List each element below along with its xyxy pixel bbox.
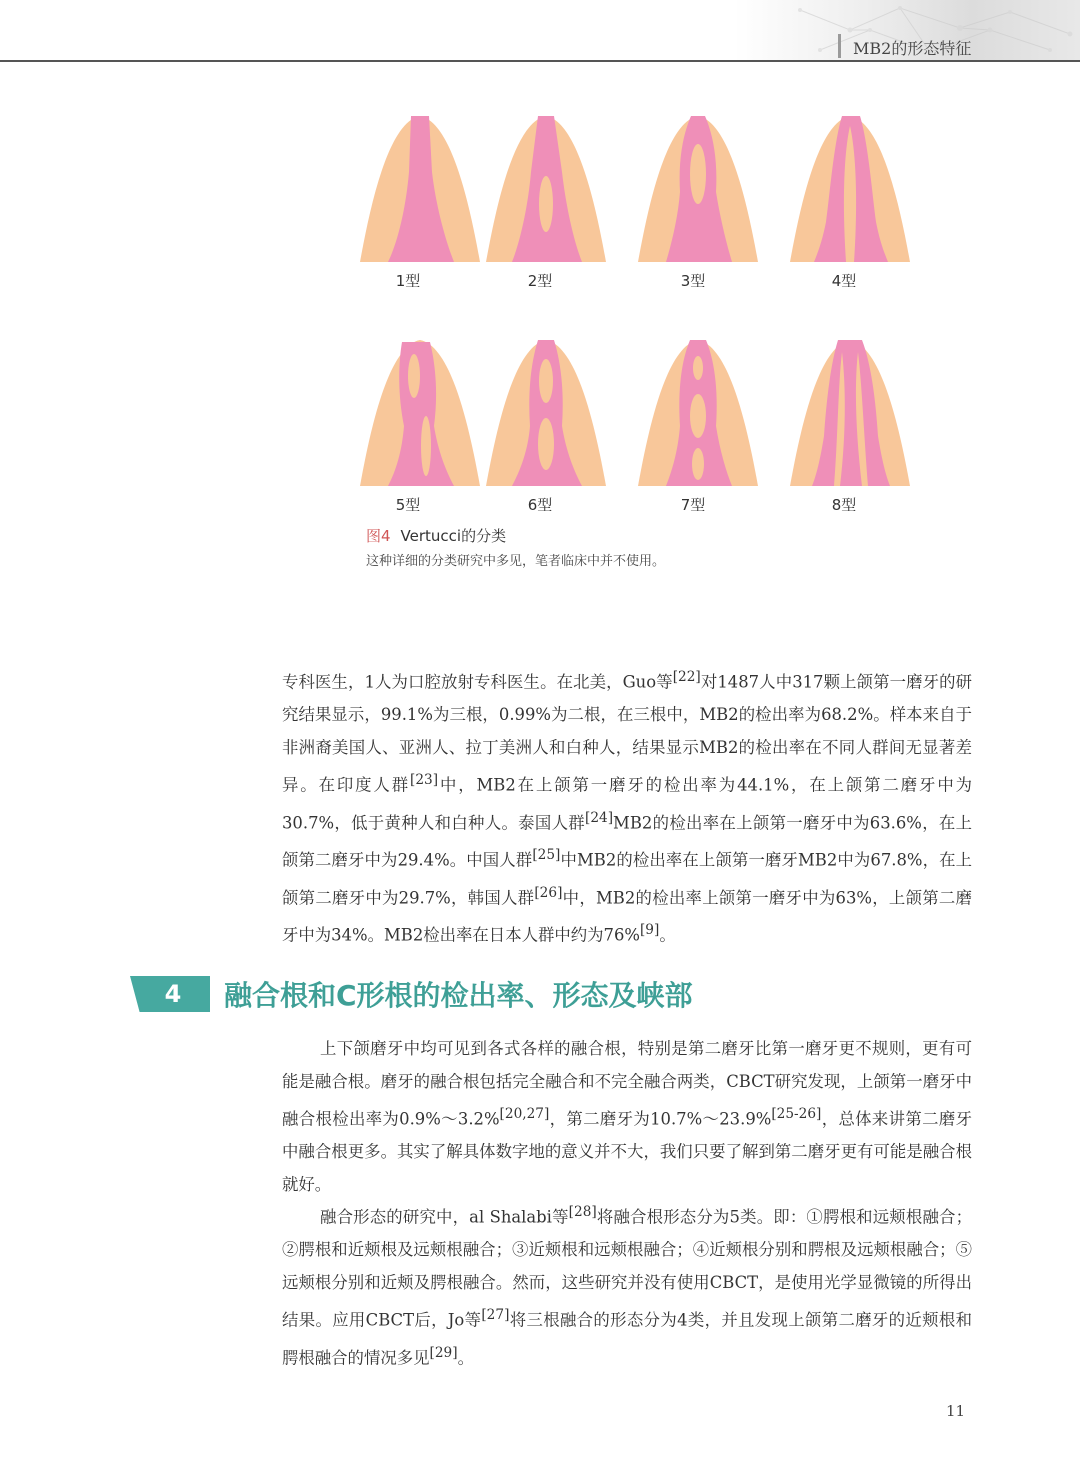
- page-number: 11: [946, 1402, 966, 1420]
- header-accent-bar: [838, 34, 841, 58]
- citation: [24]: [585, 809, 614, 826]
- citation: [25]: [532, 847, 561, 864]
- tooth-type-6: [484, 336, 608, 486]
- figure-caption: [366, 525, 506, 546]
- figure-number: 图4: [366, 527, 391, 545]
- tooth-type-2: [484, 112, 608, 262]
- citation: [9]: [639, 922, 660, 939]
- section-title: 融合根和C形根的检出率、形态及峡部: [224, 979, 693, 1012]
- tooth-label-6: 6型: [527, 496, 553, 514]
- tooth-type-3: [636, 112, 760, 262]
- header-rule: [0, 60, 1080, 62]
- tooth-type-4: [788, 112, 912, 262]
- tooth-label-7: 7型: [680, 496, 706, 514]
- running-header-title: MB2的形态特征: [853, 39, 972, 58]
- citation: [22]: [672, 669, 701, 685]
- figure-note: 这种详细的分类研究中多见，笔者临床中并不使用。: [366, 554, 666, 569]
- paragraph-fusion-morphology: 融合形态的研究中，al Shalabi等[28]将融合根形态分为5类。即：①腭根和远颊根融合；②腭根和近颊根及远颊根融合；③近颊根和远颊根融合；④近颊根分别和腭根及远颊根融合；⑤远颊根分别和近颊及腭根融合。然而，这些研究并没有使用CBCT，是使用光学显微镜的所得出结果。应用CBCT后，Jo等[27]将三根融合的形态分为4类，并且发现上颌第二磨牙的近颊根和腭根融合的情况多见[29]。: [282, 1204, 973, 1368]
- paragraph-mb2-detection: 专科医生，1人为口腔放射专科医生。在北美，Guo等[22]对1487人中317颗上颌第一磨牙的研究结果显示，99.1%为三根，0.99%为二根，在三根中，MB2的检出率为68.2%。样本来自于非洲裔美国人、亚洲人、拉丁美洲人和白种人，结果显示MB2的检出率在不同人群间无显著差异。在印度人群[23]中，MB2在上颌第一磨牙的检出率为44.1%，在上颌第二磨牙中为30.7%，低于黄种人和白种人。泰国人群[24]MB2的检出率在上颌第一磨牙中为63.6%，在上颌第二磨牙中为29.4%。中国人群[25]中MB2的检出率在上颌第一磨牙MB2中为67.8%，在上颌第二磨牙中为29.7%，韩国人群[26]中，MB2的检出率上颌第一磨牙中为63%，上颌第二磨牙中为34%。MB2检出率在日本人群中约为76%[9]。: [282, 669, 973, 945]
- citation: [27]: [481, 1307, 510, 1324]
- tooth-label-1: 1型: [395, 272, 421, 290]
- tooth-type-8: [788, 336, 912, 486]
- paragraph-fused-roots: 上下颌磨牙中均可见到各式各样的融合根，特别是第二磨牙比第一磨牙更不规则，更有可能是融合根。磨牙的融合根包括完全融合和不完全融合两类，CBCT研究发现，上颌第一磨牙中融合根检出率为0.9%～3.2%[20,27]，第二磨牙为10.7%～23.9%[25-26]，总体来讲第二磨牙中融合根更多。其实了解具体数字地的意义并不大，我们只要了解到第二磨牙更有可能是融合根就好。: [282, 1039, 973, 1195]
- citation: [20,27]: [499, 1106, 550, 1122]
- tooth-type-1: [358, 112, 482, 262]
- citation: [25-26]: [771, 1106, 822, 1122]
- section-number: 4: [164, 980, 182, 1008]
- tooth-label-5: 5型: [395, 496, 421, 514]
- tooth-type-5: [358, 336, 482, 486]
- tooth-label-4: 4型: [831, 272, 857, 290]
- citation: [26]: [534, 884, 563, 901]
- tooth-label-8: 8型: [831, 496, 857, 514]
- citation: [23]: [410, 772, 439, 789]
- figure-title: Vertucci的分类: [400, 527, 507, 545]
- citation: [29]: [429, 1344, 458, 1361]
- tooth-type-7: [636, 336, 760, 486]
- citation: [28]: [568, 1204, 597, 1220]
- tooth-label-3: 3型: [680, 272, 706, 290]
- tooth-label-2: 2型: [527, 272, 553, 290]
